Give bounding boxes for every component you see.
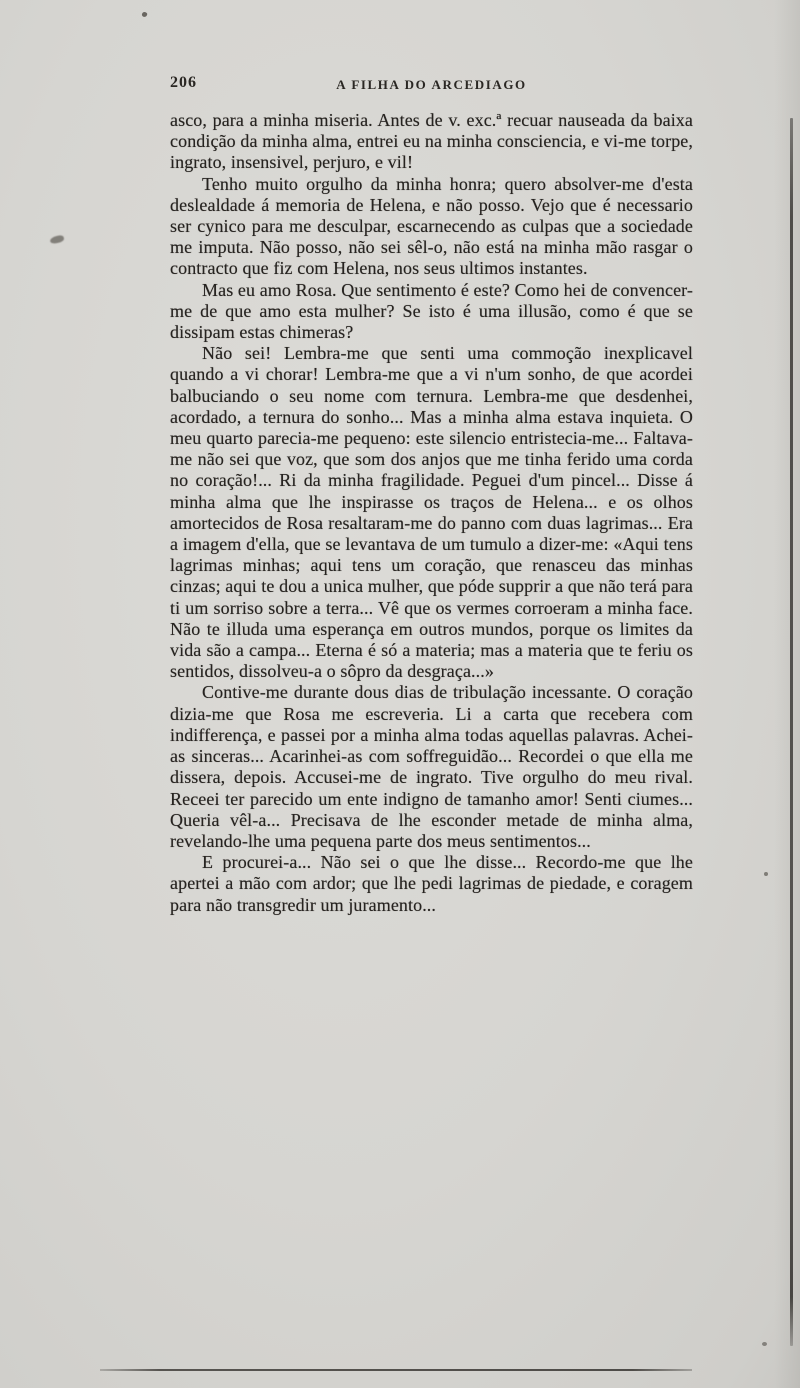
paragraph: Tenho muito orgulho da minha honra; quero absolver-me d'esta deslealdade á memoria de Helena, e não posso. Vejo que é necessario ser cynico para me desculpar, escarnecendo as culpas que a sociedade me imputa. Não posso, não sei sêl-o, não está na minha mão rasgar o contracto que fiz com Helena, nos seus ultimos instantes.	[170, 173, 693, 279]
scan-edge-line	[790, 118, 793, 1346]
page-number: 206	[170, 74, 197, 91]
scan-bottom-line	[100, 1369, 692, 1371]
page-header	[170, 72, 693, 96]
page-content	[170, 72, 693, 916]
scan-speck-icon	[141, 11, 148, 18]
running-title: A FILHA DO ARCEDIAGO	[336, 77, 527, 92]
scan-speck-icon	[762, 1342, 767, 1346]
paragraph: E procurei-a... Não sei o que lhe disse... Recordo-me que lhe apertei a mão com ardor; que lhe pedi lagrimas de piedade, e coragem para não transgredir um juramento...	[170, 852, 693, 915]
paragraph: asco, para a minha miseria. Antes de v. exc.ª recuar nauseada da baixa condição da minha alma, entrei eu na minha consciencia, e vi-me torpe, ingrato, insensivel, perjuro, e vil!	[170, 110, 693, 173]
body-text	[170, 110, 693, 916]
paragraph: Contive-me durante dous dias de tribulação incessante. O coração dizia-me que Rosa me escreveria. Li a carta que recebera com indifferença, e passei por a minha alma todas aquellas palavras. Achei-as sinceras... Acarinhei-as com soffreguidão... Recordei o que ella me dissera, depois. Accusei-me de ingrato. Tive orgulho do meu rival. Receei ter parecido um ente indigno de tamanho amor! Senti ciumes... Queria vêl-a... Precisava de lhe esconder metade de minha alma, revelando-lhe uma pequena parte dos meus sentimentos...	[170, 682, 693, 851]
ink-smudge-icon	[49, 235, 64, 245]
paragraph: Mas eu amo Rosa. Que sentimento é este? Como hei de convencer-me de que amo esta mulher? Se isto é uma illusão, como é que se dissipam estas chimeras?	[170, 279, 693, 343]
paragraph: Não sei! Lembra-me que senti uma commoção inexplicavel quando a vi chorar! Lembra-me que a vi n'um sonho, de que acordei balbuciando o seu nome com ternura. Lembra-me que desdenhei, acordado, a ternura do sonho... Mas a minha alma estava inquieta. O meu quarto parecia-me pequeno: este silencio entristecia-me... Faltava-me não sei que voz, que som dos anjos que me tinha ferido uma corda no coração!... Ri da minha fragilidade. Peguei d'um pincel... Disse á minha alma que lhe inspirasse os traços de Helena... e os olhos amortecidos de Rosa resaltaram-me do panno com duas lagrimas... Era a imagem d'ella, que se levantava de um tumulo a dizer-me: «Aqui tens lagrimas minhas; aqui tens um coração, que renasceu das minhas cinzas; aqui te dou a unica mulher, que póde supprir a que não terá para ti um sorriso sobre a terra... Vê que os vermes corroeram a minha face. Não te illuda uma esperança em outros mundos, porque os limites da vida são a campa... Eterna é só a materia; mas a materia que te feriu os sentidos, dissolveu-a o sôpro da desgraça...»	[170, 343, 693, 682]
scan-speck-icon	[764, 872, 768, 876]
